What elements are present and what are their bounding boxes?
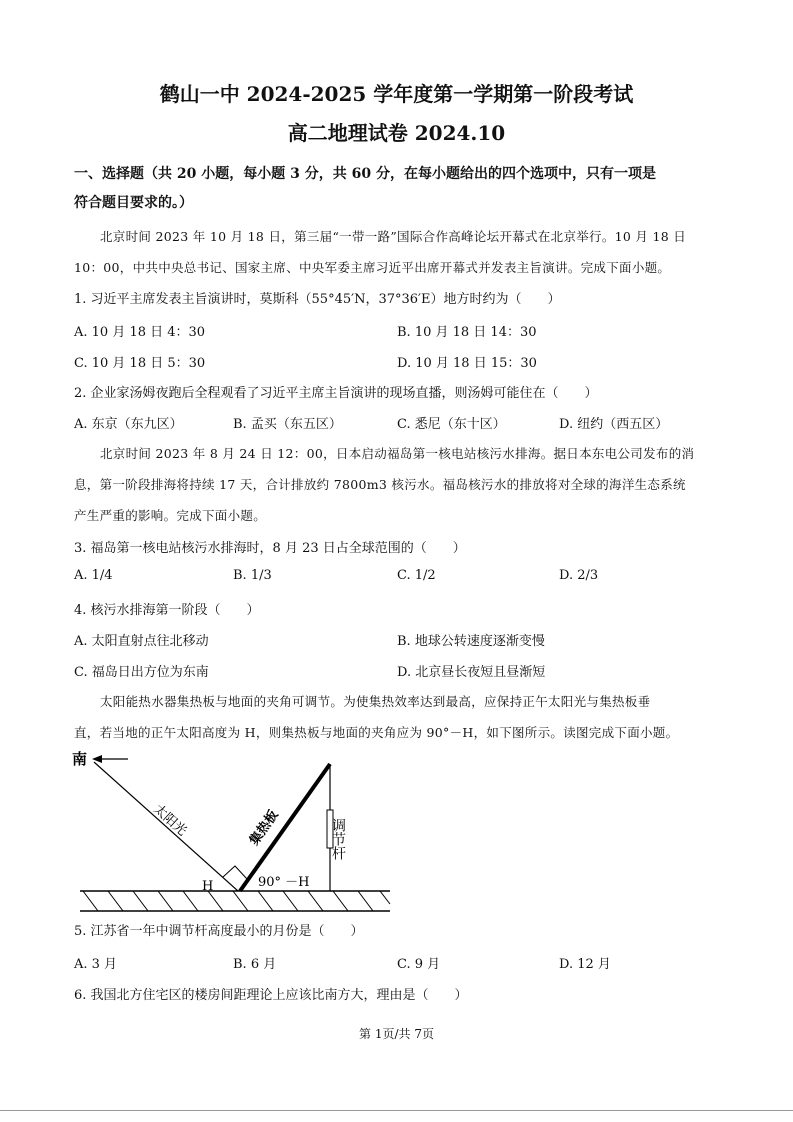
q2-stem: 2. 企业家汤姆夜跑后全程观看了习近平主席主旨演讲的现场直播，则汤姆可能住在（ ） — [74, 386, 598, 401]
q1-option-d: D. 10 月 18 日 15：30 — [397, 356, 537, 371]
right-angle-marker — [223, 866, 247, 879]
q6-stem: 6. 我国北方住宅区的楼房间距理论上应该比南方大，理由是（ ） — [74, 988, 468, 1003]
passage3-line2: 直，若当地的正午太阳高度为 H，则集热板与地面的夹角应为 90°－H，如下图所示。读图完成下面小题。 — [74, 725, 679, 740]
q3-option-c: C. 1/2 — [397, 568, 436, 583]
ground-hatching — [83, 891, 390, 911]
q3-stem: 3. 福岛第一核电站核污水排海时，8 月 23 日占全球范围的（ ） — [74, 541, 466, 556]
passage1-line2: 10：00，中共中央总书记、国家主席、中央军委主席习近平出席开幕式并发表主旨演讲。完成下面小题。 — [74, 260, 671, 275]
exam-subtitle: 高二地理试卷 2024.10 — [287, 121, 506, 145]
panel-label: 集热板 — [246, 807, 282, 849]
section-heading-cont: 符合题目要求的。） — [74, 195, 193, 211]
q1-stem: 1. 习近平主席发表主旨演讲时，莫斯科（55°45′N，37°36′E）地方时约为（ ） — [74, 292, 561, 307]
q5-option-a: A. 3 月 — [74, 957, 118, 972]
angle-h-label: H — [202, 879, 214, 894]
page-number: 第 1页/共 7页 — [359, 1027, 434, 1041]
bottom-divider — [0, 1110, 793, 1111]
exam-title: 鹤山一中 2024-2025 学年度第一学期第一阶段考试 — [159, 82, 634, 106]
section-heading: 一、选择题（共 20 小题，每小题 3 分，共 60 分，在每小题给出的四个选项中，只有一项是 — [74, 166, 656, 182]
q4-option-b: B. 地球公转速度逐渐变慢 — [397, 634, 545, 649]
q3-option-d: D. 2/3 — [559, 568, 599, 583]
q4-option-a: A. 太阳直射点往北移动 — [74, 634, 209, 649]
q2-option-a: A. 东京（东九区） — [74, 417, 183, 432]
q5-option-c: C. 9 月 — [397, 957, 441, 972]
rod-label: 调节杆 — [330, 818, 346, 860]
passage2-line2: 息，第一阶段排海将持续 17 天，合计排放约 7800m3 核污水。福岛核污水的排放将对全球的海洋生态系统 — [74, 477, 686, 492]
passage1-line1: 北京时间 2023 年 10 月 18 日，第三届“一带一路”国际合作高峰论坛开幕式在北京举行。10 月 18 日 — [100, 229, 687, 244]
south-label: 南 — [72, 750, 88, 768]
passage3-line1: 太阳能热水器集热板与地面的夹角可调节。为使集热效率达到最高，应保持正午太阳光与集热板垂 — [100, 694, 651, 709]
collector-panel — [240, 764, 330, 891]
q4-option-c: C. 福岛日出方位为东南 — [74, 665, 209, 680]
angle-90-h-label: 90° －H — [258, 875, 310, 890]
q4-stem: 4. 核污水排海第一阶段（ ） — [74, 603, 260, 618]
q1-option-a: A. 10 月 18 日 4：30 — [74, 325, 206, 340]
south-arrow-head — [92, 755, 102, 763]
q2-option-c: C. 悉尼（东十区） — [397, 417, 506, 432]
passage2-line1: 北京时间 2023 年 8 月 24 日 12：00，日本启动福岛第一核电站核污水排海。据日本东电公司发布的消 — [100, 446, 695, 461]
q5-stem: 5. 江苏省一年中调节杆高度最小的月份是（ ） — [74, 924, 364, 939]
q5-option-b: B. 6 月 — [233, 957, 277, 972]
q4-option-d: D. 北京昼长夜短且昼渐短 — [397, 665, 546, 680]
q2-option-d: D. 纽约（西五区） — [559, 417, 669, 432]
q1-option-c: C. 10 月 18 日 5：30 — [74, 356, 206, 371]
q3-option-b: B. 1/3 — [233, 568, 272, 583]
q1-option-b: B. 10 月 18 日 14：30 — [397, 325, 537, 340]
solar-panel-diagram — [68, 748, 408, 918]
q3-option-a: A. 1/4 — [74, 568, 113, 583]
q2-option-b: B. 孟买（东五区） — [233, 417, 342, 432]
passage2-line3: 产生严重的影响。完成下面小题。 — [74, 508, 267, 523]
q5-option-d: D. 12 月 — [559, 957, 611, 972]
sunlight-label: 太阳光 — [150, 801, 190, 840]
